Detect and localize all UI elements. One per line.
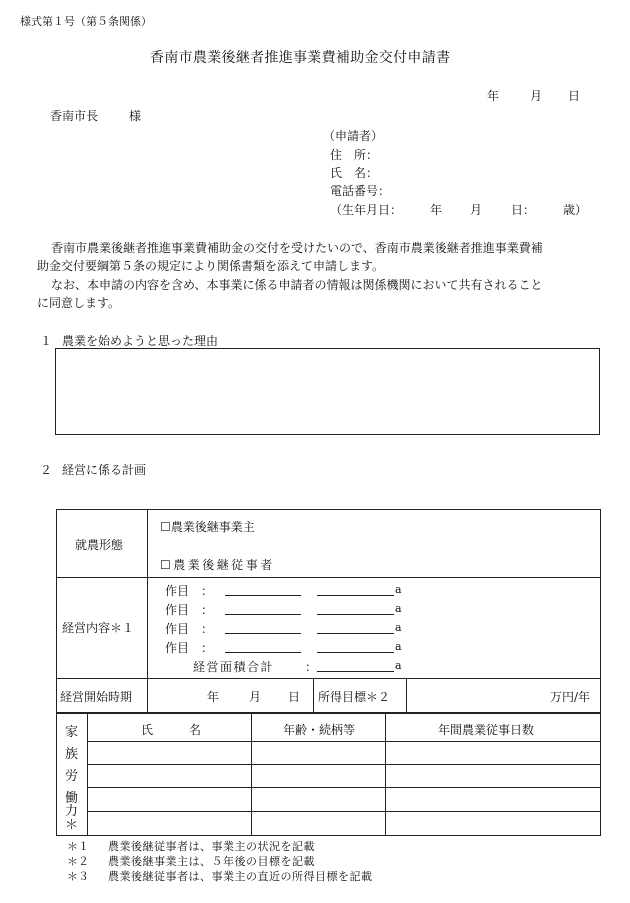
area-field[interactable]	[317, 614, 394, 615]
start-label: 経営開始時期	[60, 690, 133, 704]
col-days-header: 年間農業従事日数	[438, 723, 535, 737]
footnote-text: 農業後継事業主は、５年後の目標を記載	[108, 855, 315, 868]
body-p1-line2: 助金交付要綱第５条の規定により関係書類を添えて申請します。	[37, 259, 385, 273]
addressee-name: 香南市長	[50, 109, 99, 123]
unit-label: a	[395, 621, 402, 634]
col-name-header: 氏 名	[141, 723, 202, 737]
section1-title: 農業を始めようと思った理由	[62, 334, 219, 348]
area-field[interactable]	[317, 652, 394, 653]
start-month: 月	[249, 690, 262, 704]
section2-number: ２	[40, 463, 53, 477]
birth-open: （生年月日：	[330, 203, 403, 217]
income-unit: 万円/年	[550, 690, 591, 704]
address-label: 住 所：	[330, 148, 379, 162]
crop-label: 作目 ：	[165, 603, 214, 617]
addressee-honorific: 様	[129, 109, 142, 123]
birth-day: 日：	[511, 203, 536, 217]
unit-label: a	[395, 583, 402, 596]
footnote-text: 農業後継従事者は、事業主の直近の所得目標を記載	[108, 870, 373, 883]
employment-option-worker[interactable]: ☐農業後継従事者	[160, 558, 275, 572]
name-label: 氏 名：	[330, 166, 379, 180]
footnote-mark: ＊１	[67, 840, 89, 853]
crop-field[interactable]	[225, 595, 301, 596]
plan-table	[56, 509, 601, 713]
start-year: 年	[207, 690, 220, 704]
page-title: 香南市農業後継者推進事業費補助金交付申請書	[150, 50, 451, 66]
total-area-label: 経営面積合計	[193, 660, 275, 674]
col-age-header: 年齢・続柄等	[283, 723, 356, 737]
section1-number: １	[40, 334, 53, 348]
footnote-text: 農業後継従事者は、事業主の状況を記載	[108, 840, 315, 853]
family-side-char: 族	[65, 747, 79, 762]
form-number: 様式第１号（第５条関係）	[20, 15, 152, 28]
crop-label: 作目 ：	[165, 584, 214, 598]
income-label: 所得目標＊２	[318, 690, 391, 704]
family-side-char: 労	[65, 769, 79, 784]
footnote-mark: ＊２	[67, 855, 89, 868]
family-side-char: 働	[65, 791, 79, 806]
reason-textarea[interactable]	[55, 348, 600, 435]
management-label: 経営内容＊１	[62, 621, 135, 635]
body-p2-line1: なお、本申請の内容を含め、本事業に係る申請者の情報は関係機関において共有されること	[51, 278, 543, 292]
crop-field[interactable]	[225, 633, 301, 634]
phone-label: 電話番号：	[330, 184, 391, 198]
footnote-mark: ＊３	[67, 870, 89, 883]
area-field[interactable]	[317, 633, 394, 634]
birth-month: 月	[470, 203, 483, 217]
body-p1-line1: 香南市農業後継者推進事業費補助金の交付を受けたいので、香南市農業後継者推進事業費補	[51, 241, 543, 255]
date-month: 月	[530, 89, 543, 103]
family-side-char: ＊	[65, 818, 79, 833]
applicant-header: （申請者）	[323, 129, 384, 143]
birth-age: 歳）	[563, 203, 588, 217]
unit-label: a	[395, 602, 402, 615]
family-side-char: 力	[65, 804, 79, 819]
birth-year: 年	[430, 203, 443, 217]
unit-label: a	[395, 659, 402, 672]
unit-label: a	[395, 640, 402, 653]
family-side-char: 家	[65, 725, 79, 740]
area-field[interactable]	[317, 595, 394, 596]
employment-option-owner[interactable]: ☐農業後継事業主	[160, 520, 255, 534]
employment-label: 就農形態	[75, 538, 124, 552]
crop-field[interactable]	[225, 652, 301, 653]
crop-label: 作目 ：	[165, 622, 214, 636]
section2-title: 経営に係る計画	[62, 463, 147, 477]
crop-label: 作目 ：	[165, 641, 214, 655]
body-p2-line2: に同意します。	[37, 296, 121, 310]
total-area-colon: ：	[305, 660, 318, 674]
date-year: 年	[487, 89, 500, 103]
date-day: 日	[568, 89, 581, 103]
crop-field[interactable]	[225, 614, 301, 615]
total-area-field[interactable]	[317, 671, 394, 672]
start-day: 日	[288, 690, 301, 704]
